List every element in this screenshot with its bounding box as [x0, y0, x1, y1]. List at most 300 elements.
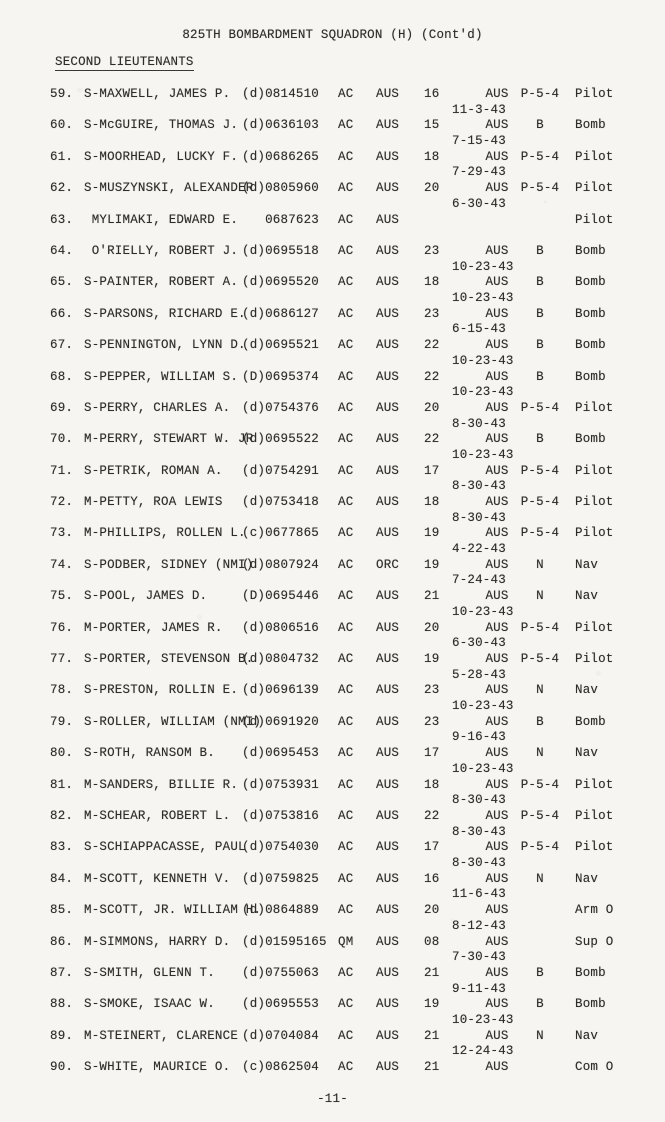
entry-component: AUS	[376, 589, 400, 604]
entry-rating: B	[536, 243, 544, 258]
entry-branch: AC	[338, 181, 354, 196]
entry-branch: AC	[338, 1028, 354, 1043]
entry-rating: N	[536, 683, 544, 698]
entry-serial: (d)0754376	[242, 400, 320, 415]
entry-rating: P-5-4	[520, 181, 560, 196]
roster-rows	[0, 87, 665, 1092]
entry-serial: (d)0695520	[242, 275, 320, 290]
entry-aus-status: AUS	[485, 149, 509, 164]
entry-number: 75.	[50, 589, 74, 604]
roster-entry	[0, 150, 665, 181]
entry-rating: P-5-4	[520, 149, 560, 164]
entry-age: 18	[424, 149, 440, 164]
roster-entry	[0, 401, 665, 432]
entry-branch: AC	[338, 557, 354, 572]
entry-component: AUS	[376, 432, 400, 447]
entry-serial: (d)0696139	[242, 683, 320, 698]
entry-role: Pilot	[575, 526, 614, 541]
entry-aus-status: AUS	[485, 338, 509, 353]
entry-component: AUS	[376, 369, 400, 384]
entry-component: AUS	[376, 871, 400, 886]
entry-component: AUS	[376, 87, 400, 101]
entry-number: 83.	[50, 840, 74, 855]
entry-role: Nav	[575, 589, 599, 604]
entry-age: 22	[424, 369, 440, 384]
entry-age: 17	[424, 840, 440, 855]
entry-branch: AC	[338, 714, 354, 729]
entry-number: 76.	[50, 620, 74, 635]
entry-aus-status: AUS	[485, 714, 509, 729]
entry-branch: AC	[338, 495, 354, 510]
entry-name: S-PORTER, STEVENSON B.	[84, 652, 254, 667]
entry-role: Nav	[575, 557, 599, 572]
entry-component: AUS	[376, 840, 400, 855]
entry-component: AUS	[376, 746, 400, 761]
entry-serial: (d)0814510	[242, 87, 320, 101]
entry-serial: (d)0806516	[242, 620, 320, 635]
entry-role: Pilot	[575, 87, 614, 101]
roster-entry	[0, 715, 665, 746]
entry-serial: (d)01595165	[242, 934, 327, 949]
entry-age: 23	[424, 683, 440, 698]
entry-component: AUS	[376, 808, 400, 823]
entry-component: AUS	[376, 149, 400, 164]
entry-aus-status: AUS	[485, 808, 509, 823]
entry-branch: AC	[338, 871, 354, 886]
entry-name: M-STEINERT, CLARENCE	[84, 1028, 239, 1043]
entry-date: 8-30-43	[452, 416, 506, 431]
roster-entry	[0, 213, 665, 244]
entry-number: 81.	[50, 777, 74, 792]
roster-entry	[0, 589, 665, 620]
entry-age: 22	[424, 808, 440, 823]
roster-entry	[0, 966, 665, 997]
roster-entry	[0, 652, 665, 683]
entry-date: 10-23-43	[452, 385, 514, 400]
entry-date: 4-22-43	[452, 542, 506, 557]
entry-name: S-WHITE, MAURICE O.	[84, 1060, 231, 1075]
entry-serial: (d)0636103	[242, 118, 320, 133]
entry-date: 7-29-43	[452, 165, 506, 180]
entry-serial: (d)0807924	[242, 557, 320, 572]
entry-aus-status: AUS	[485, 1060, 509, 1075]
entry-date: 8-12-43	[452, 918, 506, 933]
entry-branch: AC	[338, 149, 354, 164]
entry-number: 73.	[50, 526, 74, 541]
entry-name: M-SANDERS, BILLIE R.	[84, 777, 239, 792]
entry-date: 9-16-43	[452, 730, 506, 745]
entry-serial: (d)0805960	[242, 181, 320, 196]
entry-role: Bomb	[575, 432, 606, 447]
roster-entry	[0, 338, 665, 369]
entry-branch: AC	[338, 903, 354, 918]
entry-branch: AC	[338, 87, 354, 101]
roster-entry	[0, 935, 665, 966]
entry-role: Pilot	[575, 840, 614, 855]
entry-role: Nav	[575, 1028, 599, 1043]
entry-age: 20	[424, 903, 440, 918]
entry-component: AUS	[376, 1060, 400, 1075]
entry-branch: AC	[338, 589, 354, 604]
entry-aus-status: AUS	[485, 118, 509, 133]
entry-branch: AC	[338, 306, 354, 321]
entry-branch: AC	[338, 777, 354, 792]
entry-aus-status: AUS	[485, 997, 509, 1012]
entry-serial: (d)0686127	[242, 306, 320, 321]
entry-age: 21	[424, 1028, 440, 1043]
roster-entry	[0, 746, 665, 777]
entry-role: Bomb	[575, 714, 606, 729]
entry-rating: P-5-4	[520, 463, 560, 478]
entry-serial: (d)0686265	[242, 149, 320, 164]
entry-role: Pilot	[575, 181, 614, 196]
entry-rating: B	[536, 714, 544, 729]
entry-age: 23	[424, 243, 440, 258]
entry-component: AUS	[376, 118, 400, 133]
entry-number: 66.	[50, 306, 74, 321]
section-heading: SECOND LIEUTENANTS	[55, 55, 194, 69]
entry-serial: (d)0691920	[242, 714, 320, 729]
entry-serial: (D)0695446	[242, 589, 320, 604]
page-number: -11-	[317, 1092, 348, 1106]
entry-aus-status: AUS	[485, 746, 509, 761]
entry-component: AUS	[376, 400, 400, 415]
entry-role: Bomb	[575, 369, 606, 384]
entry-date: 10-23-43	[452, 447, 514, 462]
entry-branch: AC	[338, 463, 354, 478]
entry-age: 17	[424, 463, 440, 478]
entry-date: 8-30-43	[452, 793, 506, 808]
entry-date: 6-30-43	[452, 636, 506, 651]
entry-aus-status: AUS	[485, 589, 509, 604]
entry-serial: (c)0677865	[242, 526, 320, 541]
entry-date: 10-23-43	[452, 259, 514, 274]
entry-serial: 0687623	[242, 212, 320, 227]
entry-rating: P-5-4	[520, 526, 560, 541]
entry-name: M-SCHEAR, ROBERT L.	[84, 808, 231, 823]
entry-branch: AC	[338, 746, 354, 761]
entry-branch: AC	[338, 118, 354, 133]
entry-role: Bomb	[575, 965, 606, 980]
entry-name: S-SMOKE, ISAAC W.	[84, 997, 215, 1012]
entry-name: M-PHILLIPS, ROLLEN L.	[84, 526, 246, 541]
entry-component: AUS	[376, 212, 400, 227]
entry-name: S-ROLLER, WILLIAM (NMI)	[84, 714, 262, 729]
entry-aus-status: AUS	[485, 181, 509, 196]
entry-name: S-PERRY, CHARLES A.	[84, 400, 231, 415]
entry-number: 79.	[50, 714, 74, 729]
entry-aus-status: AUS	[485, 306, 509, 321]
entry-component: AUS	[376, 495, 400, 510]
entry-branch: AC	[338, 432, 354, 447]
entry-number: 85.	[50, 903, 74, 918]
entry-role: Bomb	[575, 275, 606, 290]
entry-name: S-McGUIRE, THOMAS J.	[84, 118, 239, 133]
entry-branch: AC	[338, 526, 354, 541]
entry-date: 7-15-43	[452, 133, 506, 148]
entry-name: M-SCOTT, KENNETH V.	[84, 871, 231, 886]
entry-branch: AC	[338, 275, 354, 290]
entry-number: 68.	[50, 369, 74, 384]
entry-date: 8-30-43	[452, 824, 506, 839]
entry-number: 65.	[50, 275, 74, 290]
roster-entry	[0, 872, 665, 903]
entry-rating: B	[536, 369, 544, 384]
entry-branch: AC	[338, 683, 354, 698]
entry-name: M-PERRY, STEWART W. JR	[84, 432, 254, 447]
entry-role: Pilot	[575, 808, 614, 823]
entry-serial: (d)0759825	[242, 871, 320, 886]
entry-age: 22	[424, 338, 440, 353]
entry-branch: AC	[338, 997, 354, 1012]
entry-name: S-PETRIK, ROMAN A.	[84, 463, 223, 478]
entry-number: 64.	[50, 243, 74, 258]
roster-entry	[0, 1029, 665, 1060]
entry-serial: (d)0695522	[242, 432, 320, 447]
entry-aus-status: AUS	[485, 840, 509, 855]
entry-number: 72.	[50, 495, 74, 510]
entry-role: Pilot	[575, 212, 614, 227]
entry-component: ORC	[376, 557, 400, 572]
entry-name: S-SCHIAPPACASSE, PAUL	[84, 840, 246, 855]
entry-rating: N	[536, 871, 544, 886]
entry-component: AUS	[376, 463, 400, 478]
entry-name: MYLIMAKI, EDWARD E.	[84, 212, 239, 227]
entry-rating: B	[536, 275, 544, 290]
entry-role: Bomb	[575, 243, 606, 258]
entry-component: AUS	[376, 965, 400, 980]
entry-branch: AC	[338, 369, 354, 384]
entry-name: S-SMITH, GLENN T.	[84, 965, 215, 980]
entry-age: 22	[424, 432, 440, 447]
entry-rating: N	[536, 589, 544, 604]
entry-name: S-PEPPER, WILLIAM S.	[84, 369, 239, 384]
entry-name: S-PRESTON, ROLLIN E.	[84, 683, 239, 698]
entry-role: Pilot	[575, 400, 614, 415]
entry-date: 8-30-43	[452, 510, 506, 525]
entry-role: Pilot	[575, 620, 614, 635]
entry-age: 18	[424, 495, 440, 510]
entry-serial: (d)0754030	[242, 840, 320, 855]
entry-age: 08	[424, 934, 440, 949]
entry-date: 5-28-43	[452, 667, 506, 682]
entry-component: AUS	[376, 652, 400, 667]
entry-component: AUS	[376, 338, 400, 353]
entry-aus-status: AUS	[485, 495, 509, 510]
entry-component: AUS	[376, 275, 400, 290]
entry-branch: AC	[338, 212, 354, 227]
entry-date: 8-30-43	[452, 479, 506, 494]
roster-entry	[0, 683, 665, 714]
entry-rating: P-5-4	[520, 620, 560, 635]
entry-date: 10-23-43	[452, 353, 514, 368]
entry-date: 10-23-43	[452, 699, 514, 714]
entry-age: 23	[424, 306, 440, 321]
entry-date: 12-24-43	[452, 1044, 514, 1059]
entry-number: 62.	[50, 181, 74, 196]
roster-entry	[0, 118, 665, 149]
entry-number: 74.	[50, 557, 74, 572]
entry-role: Com O	[575, 1060, 614, 1075]
entry-number: 84.	[50, 871, 74, 886]
entry-age: 17	[424, 746, 440, 761]
page-title: 825TH BOMBARDMENT SQUADRON (H) (Cont'd)	[182, 28, 483, 42]
entry-rating: N	[536, 557, 544, 572]
entry-date: 7-30-43	[452, 950, 506, 965]
entry-name: M-PORTER, JAMES R.	[84, 620, 223, 635]
entry-rating: N	[536, 1028, 544, 1043]
entry-serial: (d)0695521	[242, 338, 320, 353]
entry-number: 82.	[50, 808, 74, 823]
entry-number: 71.	[50, 463, 74, 478]
entry-number: 61.	[50, 149, 74, 164]
entry-serial: (d)0753816	[242, 808, 320, 823]
entry-role: Pilot	[575, 149, 614, 164]
entry-serial: (d)0695518	[242, 243, 320, 258]
entry-number: 90.	[50, 1060, 74, 1075]
entry-date: 10-23-43	[452, 1012, 514, 1027]
entry-aus-status: AUS	[485, 683, 509, 698]
entry-name: S-PARSONS, RICHARD E.	[84, 306, 246, 321]
entry-age: 20	[424, 620, 440, 635]
entry-aus-status: AUS	[485, 620, 509, 635]
entry-aus-status: AUS	[485, 400, 509, 415]
entry-name: S-ROTH, RANSOM B.	[84, 746, 215, 761]
entry-branch: AC	[338, 620, 354, 635]
entry-number: 60.	[50, 118, 74, 133]
entry-name: S-PENNINGTON, LYNN D.	[84, 338, 246, 353]
entry-serial: (d)0804732	[242, 652, 320, 667]
entry-branch: AC	[338, 652, 354, 667]
entry-role: Pilot	[575, 652, 614, 667]
roster-entry	[0, 1060, 665, 1091]
entry-role: Bomb	[575, 338, 606, 353]
entry-age: 20	[424, 181, 440, 196]
entry-rating: P-5-4	[520, 777, 560, 792]
entry-role: Pilot	[575, 463, 614, 478]
entry-component: AUS	[376, 181, 400, 196]
entry-name: S-MAXWELL, JAMES P.	[84, 87, 231, 101]
entry-serial: (d)0755063	[242, 965, 320, 980]
roster-entry	[0, 840, 665, 871]
entry-number: 86.	[50, 934, 74, 949]
entry-component: AUS	[376, 306, 400, 321]
entry-serial: (d)0753931	[242, 777, 320, 792]
entry-date: 10-23-43	[452, 761, 514, 776]
roster-entry	[0, 809, 665, 840]
entry-aus-status: AUS	[485, 369, 509, 384]
entry-component: AUS	[376, 934, 400, 949]
entry-age: 23	[424, 714, 440, 729]
roster-entry	[0, 778, 665, 809]
entry-aus-status: AUS	[485, 432, 509, 447]
roster-entry	[0, 275, 665, 306]
entry-branch: AC	[338, 400, 354, 415]
entry-branch: AC	[338, 808, 354, 823]
entry-aus-status: AUS	[485, 275, 509, 290]
entry-branch: AC	[338, 965, 354, 980]
entry-name: S-MOORHEAD, LUCKY F.	[84, 149, 239, 164]
roster-entry	[0, 181, 665, 212]
entry-rating: B	[536, 338, 544, 353]
roster-entry	[0, 495, 665, 526]
entry-aus-status: AUS	[485, 243, 509, 258]
entry-role: Pilot	[575, 495, 614, 510]
roster-entry	[0, 87, 665, 118]
entry-aus-status: AUS	[485, 965, 509, 980]
entry-age: 19	[424, 997, 440, 1012]
entry-branch: AC	[338, 243, 354, 258]
entry-aus-status: AUS	[485, 463, 509, 478]
entry-component: AUS	[376, 243, 400, 258]
entry-component: AUS	[376, 683, 400, 698]
entry-aus-status: AUS	[485, 871, 509, 886]
entry-rating: P-5-4	[520, 87, 560, 101]
entry-aus-status: AUS	[485, 557, 509, 572]
entry-role: Nav	[575, 871, 599, 886]
entry-date: 7-24-43	[452, 573, 506, 588]
entry-serial: (d)0754291	[242, 463, 320, 478]
entry-name: M-SIMMONS, HARRY D.	[84, 934, 231, 949]
entry-name: M-PETTY, ROA LEWIS	[84, 495, 223, 510]
entry-rating: P-5-4	[520, 652, 560, 667]
entry-serial: (d)0695453	[242, 746, 320, 761]
entry-name: S-PODBER, SIDNEY (NMI)	[84, 557, 254, 572]
entry-rating: B	[536, 118, 544, 133]
entry-age: 16	[424, 87, 440, 101]
entry-number: 89.	[50, 1028, 74, 1043]
entry-aus-status: AUS	[485, 526, 509, 541]
entry-number: 69.	[50, 400, 74, 415]
entry-role: Bomb	[575, 306, 606, 321]
entry-age: 21	[424, 965, 440, 980]
entry-number: 59.	[50, 87, 74, 101]
entry-role: Sup O	[575, 934, 614, 949]
entry-aus-status: AUS	[485, 1028, 509, 1043]
entry-component: AUS	[376, 777, 400, 792]
entry-aus-status: AUS	[485, 652, 509, 667]
entry-age: 21	[424, 589, 440, 604]
entry-component: AUS	[376, 714, 400, 729]
entry-rating: N	[536, 746, 544, 761]
entry-role: Bomb	[575, 997, 606, 1012]
entry-number: 80.	[50, 746, 74, 761]
entry-age: 19	[424, 526, 440, 541]
entry-age: 21	[424, 1060, 440, 1075]
entry-rating: B	[536, 965, 544, 980]
entry-name: S-PAINTER, ROBERT A.	[84, 275, 239, 290]
entry-role: Pilot	[575, 777, 614, 792]
roster-entry	[0, 903, 665, 934]
entry-branch: AC	[338, 840, 354, 855]
entry-component: AUS	[376, 1028, 400, 1043]
roster-entry	[0, 464, 665, 495]
entry-number: 70.	[50, 432, 74, 447]
entry-age: 18	[424, 275, 440, 290]
entry-aus-status: AUS	[485, 87, 509, 101]
entry-date: 11-3-43	[452, 102, 506, 117]
entry-age: 19	[424, 652, 440, 667]
roster-entry	[0, 621, 665, 652]
entry-rating: P-5-4	[520, 400, 560, 415]
entry-name: M-SCOTT, JR. WILLIAM H.	[84, 903, 262, 918]
entry-age: 15	[424, 118, 440, 133]
entry-serial: (c)0862504	[242, 1060, 320, 1075]
entry-aus-status: AUS	[485, 903, 509, 918]
entry-component: AUS	[376, 997, 400, 1012]
entry-date: 6-30-43	[452, 196, 506, 211]
entry-number: 88.	[50, 997, 74, 1012]
